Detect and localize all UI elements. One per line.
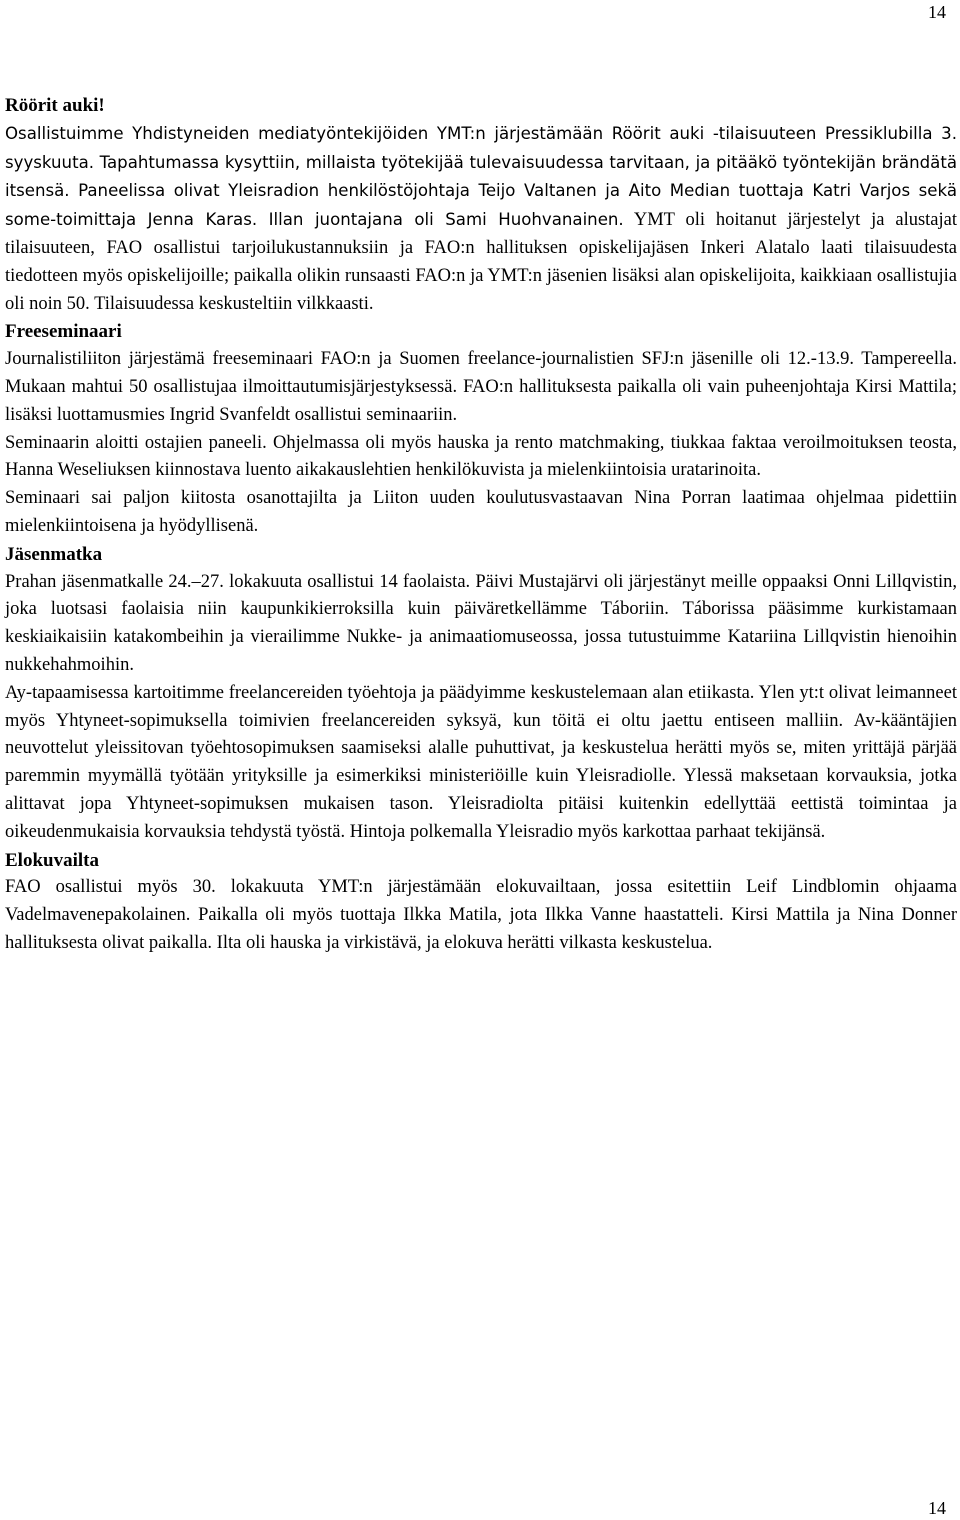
paragraph-freeseminaari-1: Journalistiliiton järjestämä freeseminaari FAO:n ja Suomen freelance-journalistien SFJ:n jäsenille oli 12.-13.9. Tampereella. Mukaan mahtui 50 osallistujaa ilmoittautumisjärjestyksessä. FAO:n hallituksesta paikalla oli vain puheenjohtaja Kirsi Mattila; lisäksi luottamusmies Ingrid Svanfeldt osallistui seminaariin.: [5, 349, 957, 425]
section-heading-jasenmatka: Jäsenmatka: [5, 543, 103, 565]
paragraph-freeseminaari-2: Seminaarin aloitti ostajien paneeli. Ohjelmassa oli myös hauska ja rento matchmaking, tiukkaa faktaa veroilmoituksen teosta, Hanna Weseliuksen kiinnostava luento aikakauslehtien henkilökuvista ja mielenkiintoisia uratarinoita.: [5, 432, 957, 481]
page-number-top: 14: [928, 2, 946, 22]
paragraph-roorit-auki-part2: YMT oli hoitanut järjestelyt ja alustajat tilaisuuteen, FAO osallistui tarjoilukustannuksiin ja FAO:n hallituksen opiskelijajäsen Inkeri Alatalo laati tilaisuudesta tiedotteen myös opiskelijoille; paikalla olikin runsaasti FAO:n ja YMT:n jäsenien lisäksi alan opiskelijoita, kaikkiaan osallistujia oli noin 50. Tilaisuudessa keskusteltiin vilkkaasti.: [5, 210, 957, 314]
paragraph-elokuvailta: FAO osallistui myös 30. lokakuuta YMT:n järjestämään elokuvailtaan, jossa esitettiin Leif Lindblomin ohjaama Vadelmavenepakolainen. Paikalla oli myös tuottaja Ilkka Matila, jota Ilkka Vanne haastatteli. Kirsi Mattila ja Nina Donner hallituksesta olivat paikalla. Ilta oli hauska ja virkistävä, ja elokuva herätti vilkasta keskustelua.: [5, 877, 957, 953]
section-heading-freeseminaari: Freeseminaari: [5, 321, 122, 343]
paragraph-jasenmatka-2: Ay-tapaamisessa kartoitimme freelancereiden työehtoja ja päädyimme keskustelemaan alan etiikasta. Ylen yt:t olivat leimanneet myös Yhtyneet-sopimuksella toimivien freelancereiden syksyä, kun töitä ei oltu jaettu entiseen malliin. Av-kääntäjien neuvottelut yleissitovan työehtosopimuksen saamiseksi alalle puhuttivat, ja keskustelua herätti myös se, miten yrittäjä pärjää paremmin myymällä työtään yrityksille ja esimerkiksi ministeriöille kuin Yleisradiolle. Ylessä maksetaan korvauksia, jotka alittavat jopa Yhtyneet-sopimuksen mukaisen tason. Yleisradiolta pitäisi kuitenkin edellyttää eettistä toimintaa ja oikeudenmukaisia korvauksia tehdystä työstä. Hintoja polkemalla Yleisradio myös karkottaa parhaat tekijänsä.: [5, 682, 957, 842]
page-number-bottom: 14: [928, 1498, 946, 1518]
document-body: [5, 92, 957, 958]
paragraph-roorit-auki: [5, 120, 957, 319]
paragraph-roorit-auki-part1: Osallistuimme Yhdistyneiden mediatyöntekijöiden YMT:n järjestämään Röörit auki -tilaisuuteen Pressiklubilla 3. syyskuuta. Tapahtumassa kysyttiin, millaista työtekijää tulevaisuudessa tarvitaan, ja pitääkö työntekijän brändätä itsensä. Paneelissa olivat Yleisradion henkilöstöjohtaja Teijo Valtanen ja Aito Median tuottaja Katri Varjos sekä some-toimittaja Jenna Karas. Illan juontajana oli Sami Huohvanainen.: [5, 123, 957, 230]
section-heading-elokuvailta: Elokuvailta: [5, 849, 99, 871]
paragraph-jasenmatka-1: Prahan jäsenmatkalle 24.–27. lokakuuta osallistui 14 faolaista. Päivi Mustajärvi oli järjestänyt meille oppaaksi Onni Lillqvistin, joka luotsasi faolaisia niin kaupunkikierroksilla kuin päiväretkellämme Táboriin. Táborissa pääsimme kurkistamaan keskiaikaisiin katakombeihin ja vierailimme Nukke- ja animaatiomuseossa, jossa tutustuimme Katariina Lillqvistin hienoihin nukkehahmoihin.: [5, 571, 957, 675]
paragraph-freeseminaari-3: Seminaari sai paljon kiitosta osanottajilta ja Liiton uuden koulutusvastaavan Nina Porran laatimaa ohjelmaa pidettiin mielenkiintoisena ja hyödyllisenä.: [5, 488, 957, 536]
section-heading-roorit-auki: Röörit auki!: [5, 95, 105, 116]
